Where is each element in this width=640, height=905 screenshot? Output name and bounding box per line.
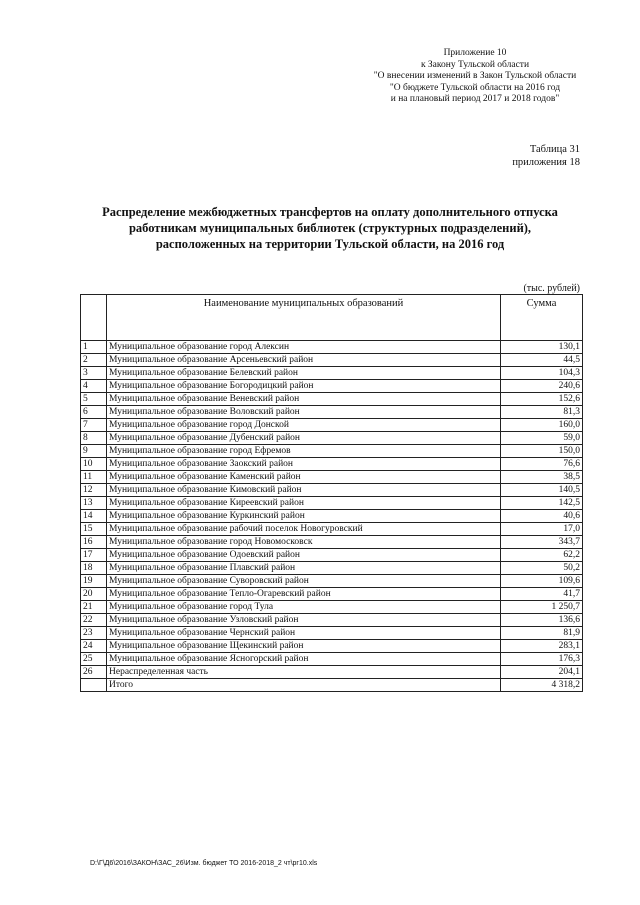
cell-name: Муниципальное образование Чернский район [107, 627, 501, 640]
cell-sum: 81,9 [501, 627, 583, 640]
cell-sum: 130,1 [501, 341, 583, 354]
cell-sum: 17,0 [501, 523, 583, 536]
cell-num: 19 [81, 575, 107, 588]
cell-num: 21 [81, 601, 107, 614]
table-row [81, 666, 583, 679]
cell-num: 12 [81, 484, 107, 497]
cell-num: 16 [81, 536, 107, 549]
cell-sum: 50,2 [501, 562, 583, 575]
cell-name: Муниципальное образование город Тула [107, 601, 501, 614]
title-line: расположенных на территории Тульской области, на 2016 год [155, 237, 505, 251]
cell-sum: 204,1 [501, 666, 583, 679]
appendix-line: к Закону Тульской области [420, 59, 530, 70]
cell-num: 13 [81, 497, 107, 510]
table-row [81, 640, 583, 653]
cell-name: Муниципальное образование Каменский район [107, 471, 501, 484]
document-title [70, 204, 590, 252]
appendix-line: "О внесении изменений в Закон Тульской области [373, 71, 577, 81]
cell-num: 6 [81, 406, 107, 419]
cell-sum: 160,0 [501, 419, 583, 432]
cell-name: Муниципальное образование Веневский район [107, 393, 501, 406]
table-row [81, 575, 583, 588]
cell-name: Муниципальное образование Куркинский район [107, 510, 501, 523]
cell-sum: 41,7 [501, 588, 583, 601]
table-row [81, 497, 583, 510]
units-label: (тыс. рублей) [523, 283, 580, 294]
cell-num [81, 679, 107, 692]
cell-num: 14 [81, 510, 107, 523]
cell-name: Муниципальное образование Тепло-Огаревский район [107, 588, 501, 601]
cell-sum: 140,5 [501, 484, 583, 497]
cell-sum: 81,3 [501, 406, 583, 419]
cell-name: Муниципальное образование Щекинский район [107, 640, 501, 653]
title-line: Распределение межбюджетных трансфертов на оплату дополнительного отпуска [102, 205, 558, 219]
cell-name: Муниципальное образование Заокский район [107, 458, 501, 471]
cell-name: Муниципальное образование Воловский район [107, 406, 501, 419]
table-row [81, 341, 583, 354]
cell-num: 10 [81, 458, 107, 471]
cell-name: Муниципальное образование город Алексин [107, 341, 501, 354]
cell-num: 9 [81, 445, 107, 458]
cell-name: Нераспределенная часть [107, 666, 501, 679]
table-row [81, 380, 583, 393]
table-row [81, 406, 583, 419]
cell-name: Муниципальное образование Кимовский район [107, 484, 501, 497]
cell-name: Муниципальное образование Белевский район [107, 367, 501, 380]
appendix-line: "О бюджете Тульской области на 2016 год [389, 82, 561, 93]
table-body [81, 341, 583, 692]
cell-sum: 104,3 [501, 367, 583, 380]
header-number [81, 295, 107, 341]
cell-sum: 40,6 [501, 510, 583, 523]
table-header-row [81, 295, 583, 341]
cell-name: Муниципальное образование Арсеньевский район [107, 354, 501, 367]
file-path-footer: D:\Г\Д6\2016\ЗАКОН\ЗАС_26\Изм. бюджет ТО 2016-2018_2 чт\рг10.xls [90, 860, 318, 867]
cell-name: Муниципальное образование Дубенский район [107, 432, 501, 445]
total-row [81, 679, 583, 692]
cell-name: Муниципальное образование Узловский район [107, 614, 501, 627]
cell-sum: 76,6 [501, 458, 583, 471]
cell-name: Муниципальное образование Ясногорский район [107, 653, 501, 666]
cell-num: 20 [81, 588, 107, 601]
cell-sum: 38,5 [501, 471, 583, 484]
table-row [81, 536, 583, 549]
cell-num: 25 [81, 653, 107, 666]
cell-name: Муниципальное образование Одоевский район [107, 549, 501, 562]
cell-name: Муниципальное образование Киреевский район [107, 497, 501, 510]
cell-num: 4 [81, 380, 107, 393]
cell-name: Муниципальное образование Плавский район [107, 562, 501, 575]
cell-num: 23 [81, 627, 107, 640]
table-row [81, 601, 583, 614]
table-row [81, 432, 583, 445]
table-row [81, 354, 583, 367]
table-row [81, 614, 583, 627]
appendix-line: Приложение 10 [443, 48, 507, 58]
cell-name: Итого [107, 679, 501, 692]
cell-num: 26 [81, 666, 107, 679]
table-row [81, 367, 583, 380]
table-row [81, 419, 583, 432]
table-row [81, 510, 583, 523]
cell-num: 22 [81, 614, 107, 627]
cell-name: Муниципальное образование Богородицкий район [107, 380, 501, 393]
cell-num: 18 [81, 562, 107, 575]
cell-num: 1 [81, 341, 107, 354]
table-number: Таблица 31 [529, 144, 580, 155]
cell-num: 7 [81, 419, 107, 432]
table-row [81, 471, 583, 484]
transfers-table [80, 294, 583, 692]
table-row [81, 458, 583, 471]
cell-sum: 44,5 [501, 354, 583, 367]
cell-name: Муниципальное образование Суворовский район [107, 575, 501, 588]
cell-sum: 176,3 [501, 653, 583, 666]
cell-num: 5 [81, 393, 107, 406]
cell-num: 8 [81, 432, 107, 445]
appendix-line: и на плановый период 2017 и 2018 годов" [390, 94, 560, 104]
cell-sum: 152,6 [501, 393, 583, 406]
cell-num: 24 [81, 640, 107, 653]
title-line: работникам муниципальных библиотек (структурных подразделений), [128, 221, 532, 235]
cell-sum: 240,6 [501, 380, 583, 393]
cell-sum: 150,0 [501, 445, 583, 458]
table-row [81, 523, 583, 536]
cell-sum: 343,7 [501, 536, 583, 549]
table-row [81, 484, 583, 497]
cell-num: 17 [81, 549, 107, 562]
table-row [81, 562, 583, 575]
cell-sum: 136,6 [501, 614, 583, 627]
cell-num: 11 [81, 471, 107, 484]
table-row [81, 653, 583, 666]
cell-num: 15 [81, 523, 107, 536]
appendix-reference [340, 48, 610, 106]
table-row [81, 393, 583, 406]
cell-num: 2 [81, 354, 107, 367]
cell-name: Муниципальное образование город Донской [107, 419, 501, 432]
cell-sum: 283,1 [501, 640, 583, 653]
table-reference [470, 143, 580, 169]
table-row [81, 588, 583, 601]
cell-sum: 59,0 [501, 432, 583, 445]
cell-name: Муниципальное образование город Ефремов [107, 445, 501, 458]
cell-sum: 4 318,2 [501, 679, 583, 692]
cell-sum: 62,2 [501, 549, 583, 562]
table-row [81, 549, 583, 562]
table-appendix: приложения 18 [512, 157, 580, 168]
table-row [81, 627, 583, 640]
cell-name: Муниципальное образование город Новомосковск [107, 536, 501, 549]
cell-sum: 109,6 [501, 575, 583, 588]
cell-name: Муниципальное образование рабочий поселок Новогуровский [107, 523, 501, 536]
header-sum: Сумма [501, 295, 583, 341]
header-name: Наименование муниципальных образований [107, 295, 501, 341]
cell-num: 3 [81, 367, 107, 380]
cell-sum: 1 250,7 [501, 601, 583, 614]
table-row [81, 445, 583, 458]
cell-sum: 142,5 [501, 497, 583, 510]
